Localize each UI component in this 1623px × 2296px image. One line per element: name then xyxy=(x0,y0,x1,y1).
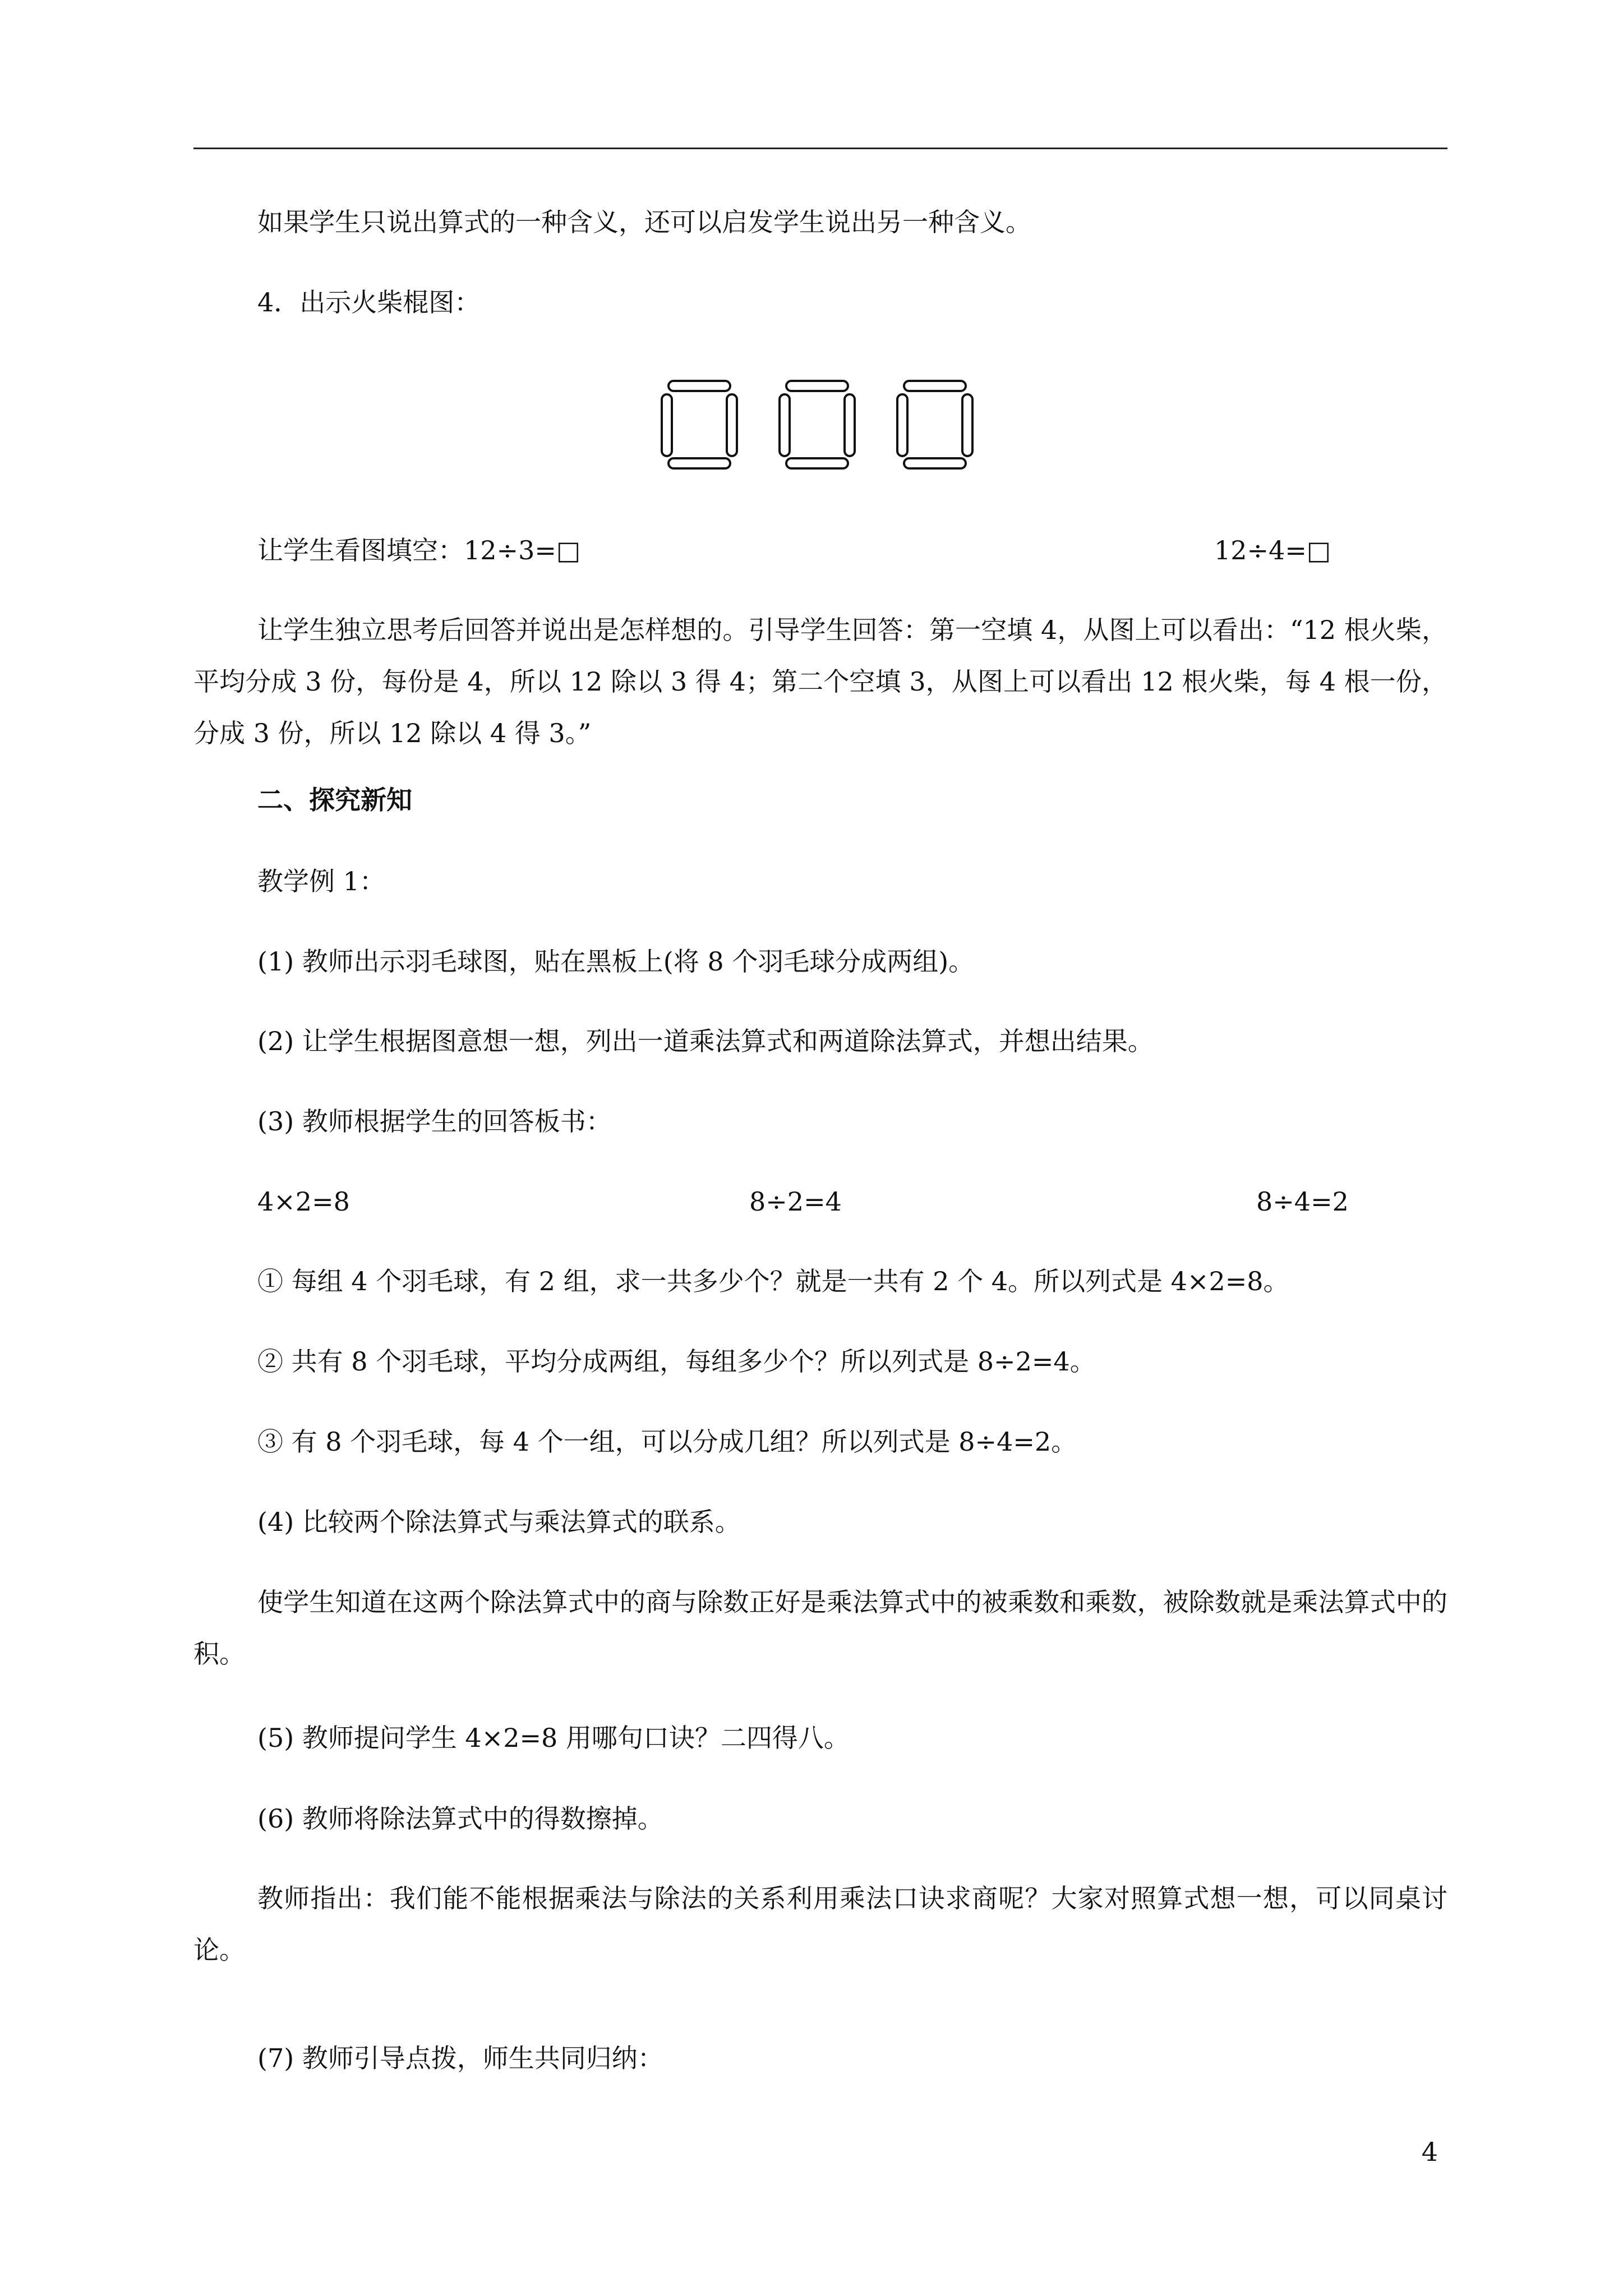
matchstick-square-2 xyxy=(780,381,855,468)
page-number: 4 xyxy=(1421,2137,1438,2167)
step-6: (6) 教师将除法算式中的得数擦掉。 xyxy=(257,1803,663,1834)
matchstick-figure xyxy=(652,374,988,475)
paragraph-teacher: 教师指出：我们能不能根据乘法与除法的关系利用乘法口诀求商呢？大家对照算式想一想，可以同桌讨论。 xyxy=(193,1883,1447,1965)
equation-divide-2: 8÷4=2 xyxy=(1256,1186,1349,1217)
header-rule xyxy=(193,148,1447,149)
circled-item-1: ① 每组 4 个羽毛球，有 2 组，求一共多少个？就是一共有 2 个 4。所以列式是 4×2=8。 xyxy=(257,1266,1289,1296)
step-3: (3) 教师根据学生的回答板书： xyxy=(257,1106,612,1137)
matchstick-square-1 xyxy=(662,381,737,468)
step-5: (5) 教师提问学生 4×2=8 用哪句口诀？二四得八。 xyxy=(257,1723,850,1753)
step-1: (1) 教师出示羽毛球图，贴在黑板上(将 8 个羽毛球分成两组)。 xyxy=(257,946,975,977)
fill-label: 让学生看图填空：12÷3=□ xyxy=(257,535,581,565)
step-4-heading: 4．出示火柴棍图： xyxy=(257,287,481,318)
section-2-heading: 二、探究新知 xyxy=(257,785,412,815)
step-7: (7) 教师引导点拨，师生共同归纳： xyxy=(257,2043,663,2073)
circled-item-2: ② 共有 8 个羽毛球，平均分成两组，每组多少个？所以列式是 8÷2=4。 xyxy=(257,1346,1096,1377)
step-2: (2) 让学生根据图意想一想，列出一道乘法算式和两道除法算式，并想出结果。 xyxy=(257,1026,1154,1056)
fill-equation-2: 12÷4=□ xyxy=(1214,535,1331,565)
circled-item-3: ③ 有 8 个羽毛球，每 4 个一组，可以分成几组？所以列式是 8÷4=2。 xyxy=(257,1427,1077,1457)
paragraph-think: 让学生独立思考后回答并说出是怎样想的。引导学生回答：第一空填 4，从图上可以看出：“12 根火柴，平均分成 3 份，每份是 4，所以 12 除以 3 得 4；第二个空填 3，从图上可以看出 12 根火柴，每 4 根一份，分成 3 份，所以 12 除以 4 得 3。” xyxy=(193,615,1447,748)
paragraph-intro: 如果学生只说出算式的一种含义，还可以启发学生说出另一种含义。 xyxy=(257,207,1031,237)
matchstick-square-3 xyxy=(897,381,972,468)
example-1-heading: 教学例 1： xyxy=(257,866,385,896)
equation-divide-1: 8÷2=4 xyxy=(749,1186,842,1217)
step-4: (4) 比较两个除法算式与乘法算式的联系。 xyxy=(257,1507,741,1537)
paragraph-relation: 使学生知道在这两个除法算式中的商与除数正好是乘法算式中的被乘数和乘数，被除数就是乘法算式中的积。 xyxy=(193,1587,1447,1669)
equation-multiply: 4×2=8 xyxy=(257,1186,350,1217)
